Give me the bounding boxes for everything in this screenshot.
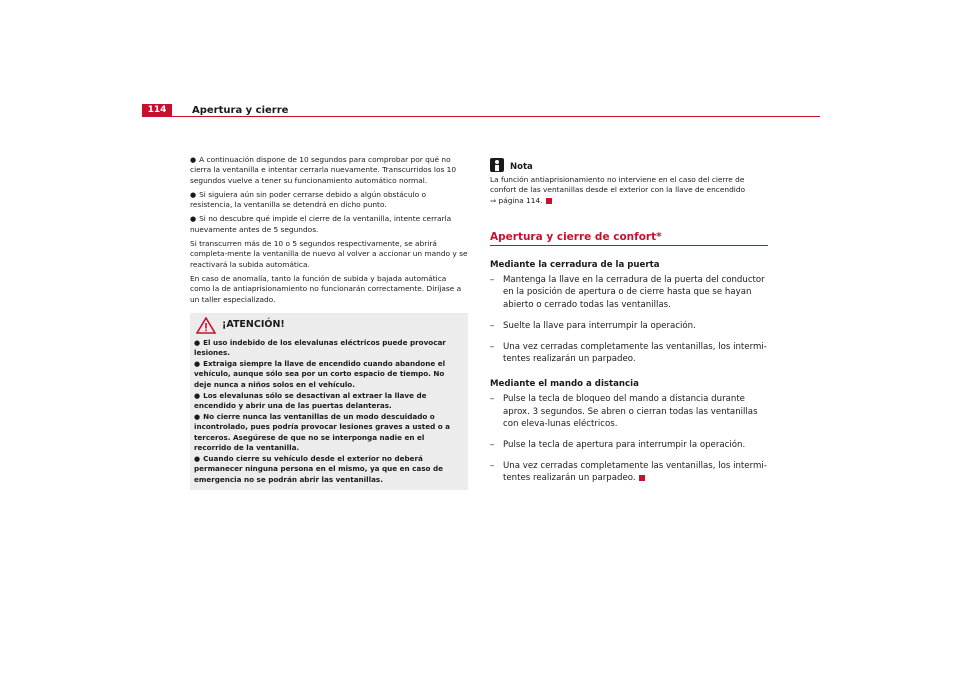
end-mark-icon xyxy=(546,198,552,204)
list-item: – Una vez cerradas completamente las ventanillas, los intermi-tentes realizarán un parpadeo. xyxy=(490,461,767,484)
info-note-icon xyxy=(490,158,504,172)
section-title: Apertura y cierre de confort* xyxy=(490,232,768,246)
note-header xyxy=(490,158,768,172)
bullet-icon: ● xyxy=(194,338,201,347)
warning-box xyxy=(190,313,468,490)
bullet-icon: ● xyxy=(190,190,197,199)
list-item: ● Los elevalunas sólo se desactivan al extraer la llave de encendido y abrir una de las puertas delanteras. xyxy=(194,390,427,411)
list-item: ● Cuando cierre su vehículo desde el exterior no deberá permanecer ninguna persona en el mismo, ya que en caso de emergencia no se podrán abrir las ventanillas. xyxy=(194,454,444,484)
header-title: Apertura y cierre xyxy=(192,105,289,116)
bullet-icon: ● xyxy=(190,215,197,224)
list-item: ● Extraiga siempre la llave de encendido cuando abandone el vehículo, aunque sólo sea por un corto espacio de tiempo. No deje nunca a niños solos en el vehículo. xyxy=(194,359,446,389)
subheading: Mediante el mando a distancia xyxy=(490,379,639,390)
right-column xyxy=(490,158,768,485)
list-item: – Pulse la tecla de bloqueo del mando a distancia durante aprox. 3 segundos. Se abren o cierran todas las ventanillas con eleva-lunas eléctricos. xyxy=(490,394,758,429)
page-reference-link[interactable]: ⇒ página 114. xyxy=(490,195,543,205)
subheading: Mediante la cerradura de la puerta xyxy=(490,260,660,271)
bullet-icon: ● xyxy=(194,455,201,464)
bullet-icon: ● xyxy=(194,391,201,400)
note-title: Nota xyxy=(510,161,533,172)
bullet-icon: ● xyxy=(190,156,197,164)
bullet-icon: ● xyxy=(194,360,201,369)
list-item: – Suelte la llave para interrumpir la operación. xyxy=(490,320,696,331)
list-item: – Pulse la tecla de apertura para interrumpir la operación. xyxy=(490,440,746,451)
header-rule xyxy=(142,116,820,117)
list-item: ● Si siguiera aún sin poder cerrarse debido a algún obstáculo o resistencia, la ventanilla se detendrá en dicho punto. xyxy=(190,189,426,210)
note-text: La función antiaprisionamiento no interviene en el caso del cierre de confort de las ventanillas desde el exterior con la llave de encendido ⇒ página 114. xyxy=(490,175,746,205)
paragraph: Si transcurren más de 10 o 5 segundos respectivamente, se abrirá completa-mente la ventanilla de nuevo al volver a accionar un mando y se reactivará la subida automática. xyxy=(190,239,468,269)
list-item: – Una vez cerradas completamente las ventanillas, los intermi-tentes realizarán un parpadeo. xyxy=(490,342,767,365)
list-item: ● Si no descubre qué impide el cierre de la ventanilla, intente cerrarla nuevamente antes de 5 segundos. xyxy=(190,214,452,234)
list-item: – Mantenga la llave en la cerradura de la puerta del conductor en la posición de apertura o de cierre hasta que se hayan abierto o cerrado todas las ventanillas. xyxy=(490,275,765,310)
end-mark-icon xyxy=(639,475,645,481)
list-item: ● El uso indebido de los elevalunas eléctricos puede provocar lesiones. xyxy=(194,337,446,358)
warning-title: ¡ATENCIÓN! xyxy=(222,319,285,331)
left-column xyxy=(190,155,468,490)
bullet-icon: ● xyxy=(194,413,201,422)
warning-triangle-icon xyxy=(196,317,216,334)
page-number-badge: 114 xyxy=(142,104,172,117)
paragraph: En caso de anomalía, tanto la función de subida y bajada automática como la de antiaprisionamiento no funcionarán correctamente. Diríjase a un taller especializado. xyxy=(190,273,462,304)
list-item: ● A continuación dispone de 10 segundos para comprobar por qué no cierra la ventanilla e intentar cerrarla nuevamente. Transcurridos los 10 segundos vuelve a tener su funcionamiento automático normal. xyxy=(190,155,457,185)
list-item: ● No cierre nunca las ventanillas de un modo descuidado o incontrolado, pues podría provocar lesiones graves a usted o a terceros. Asegúrese de que no se interponga nadie en el recorrido de la ventanilla. xyxy=(194,412,451,452)
